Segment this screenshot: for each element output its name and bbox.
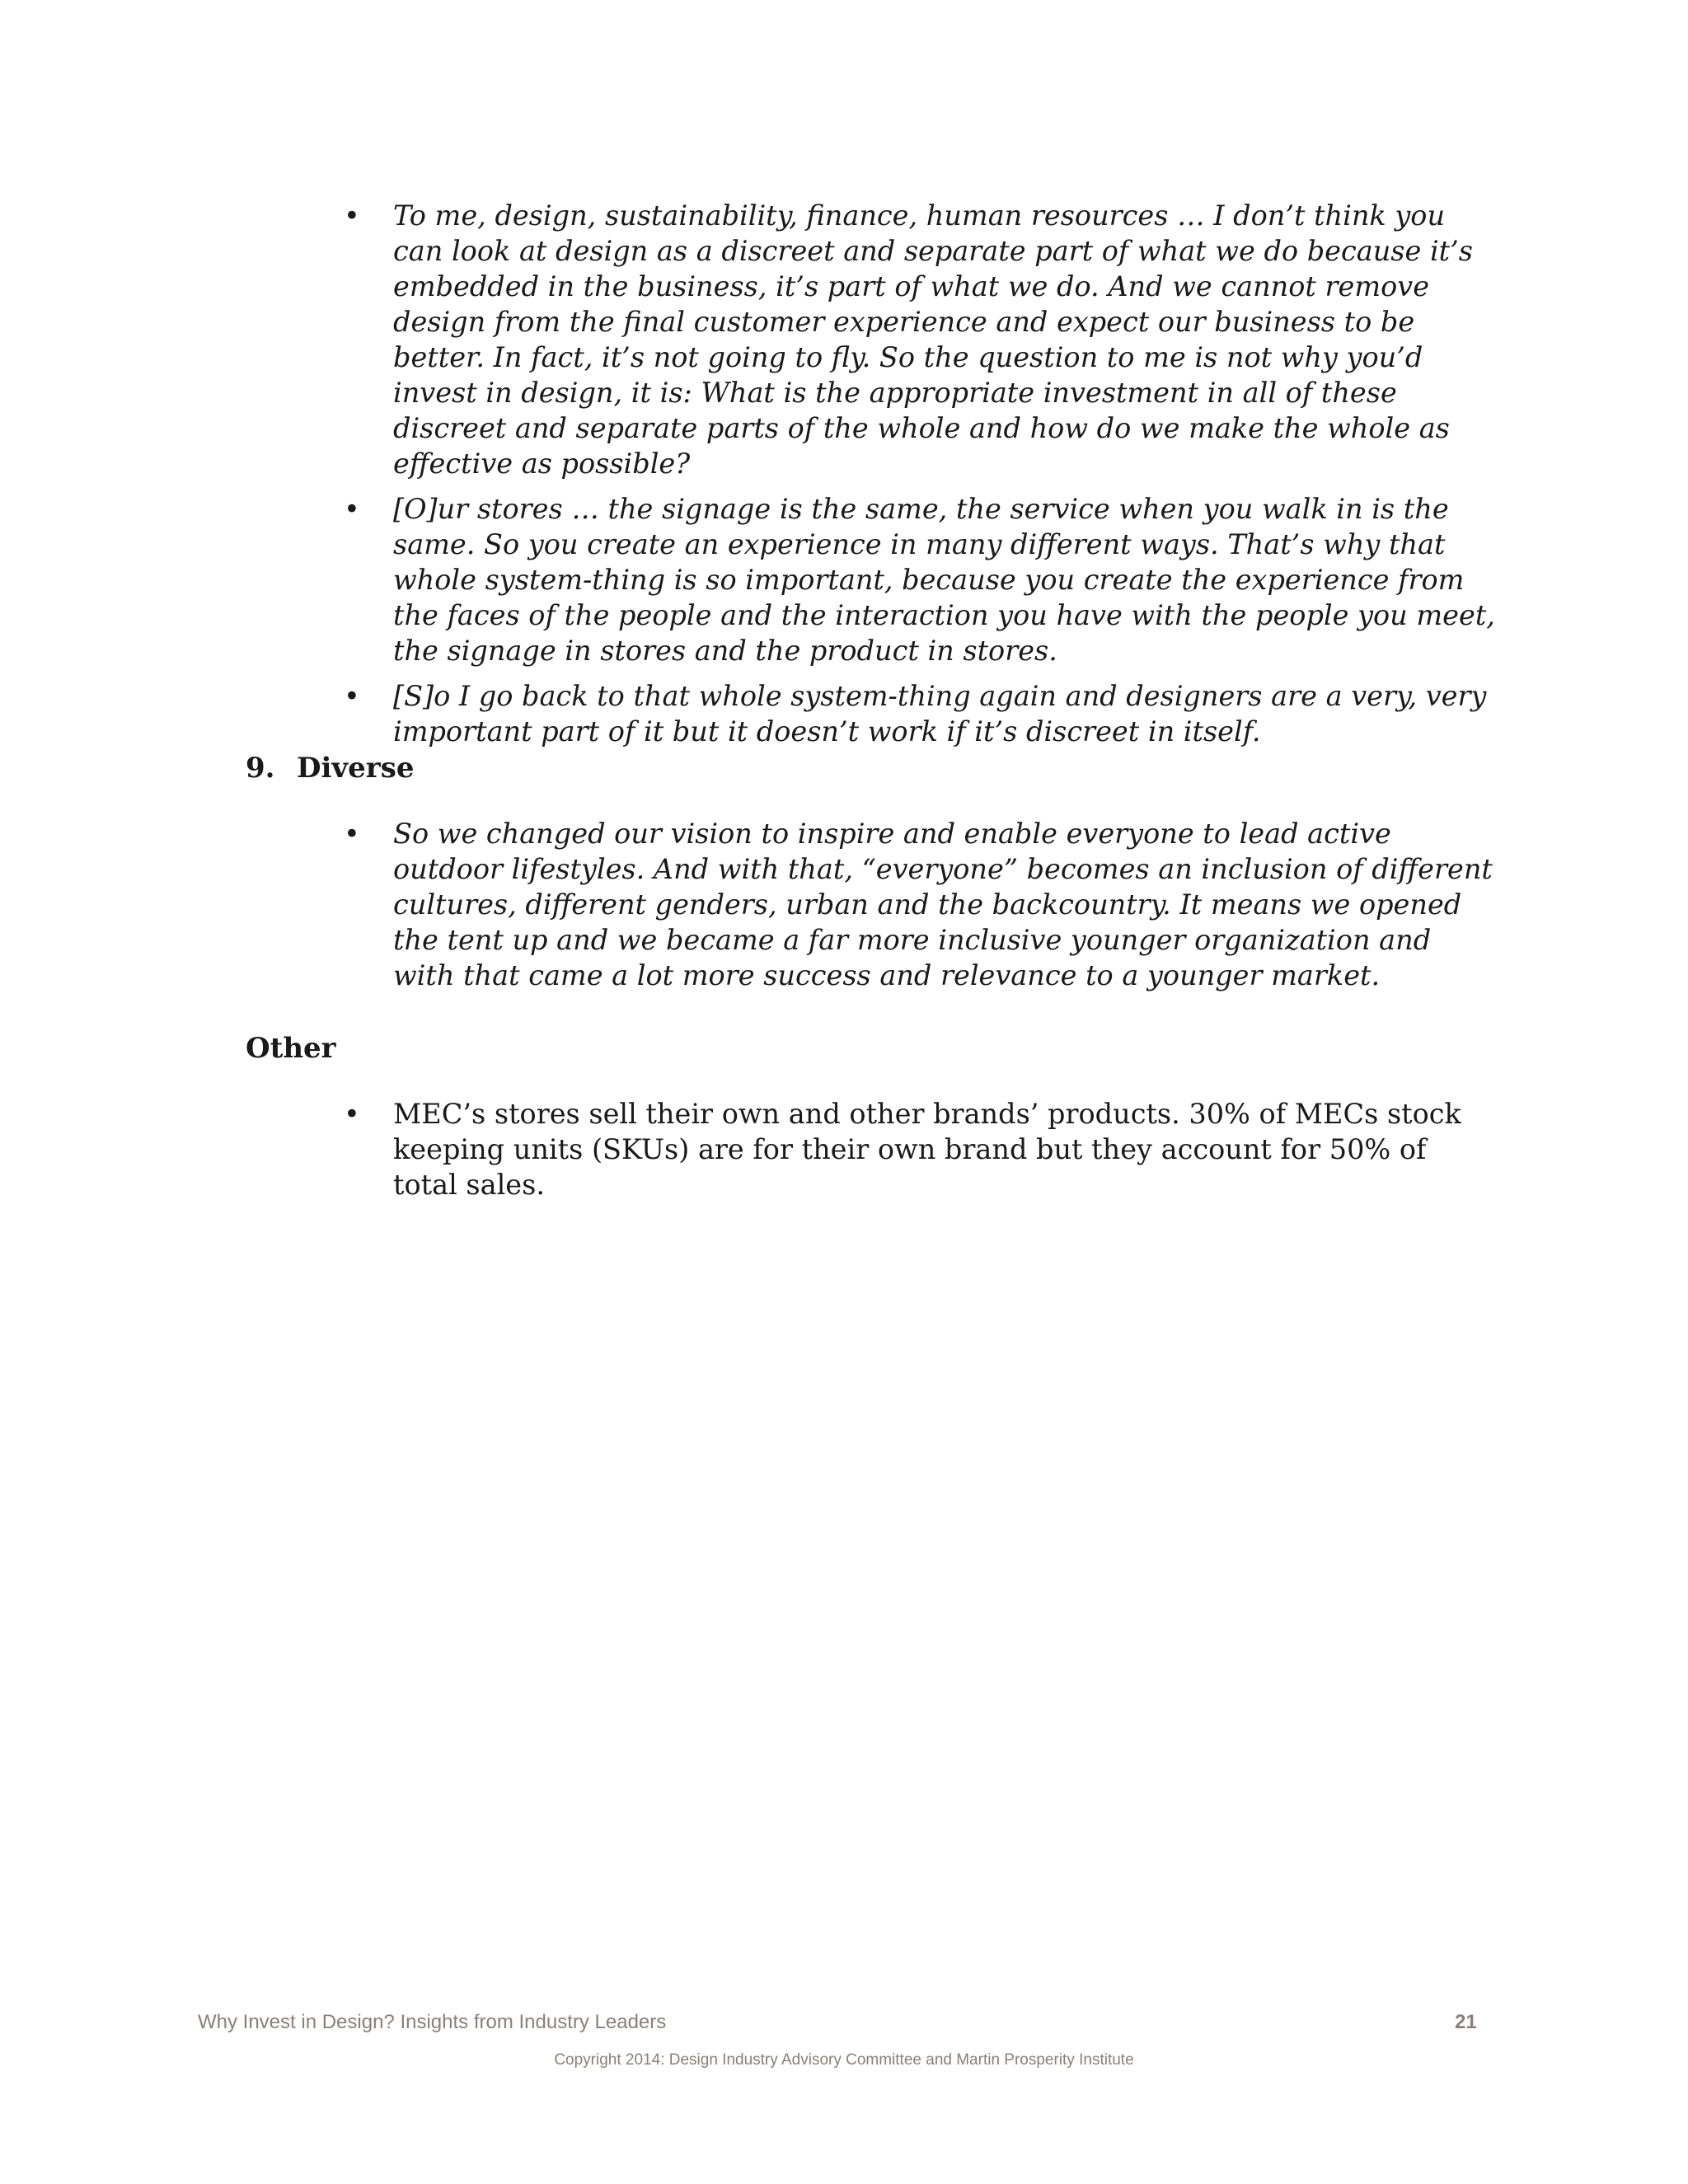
other-list: [342, 1096, 1496, 1212]
section-title: Diverse: [297, 752, 415, 785]
bullet-icon: •: [344, 680, 360, 712]
section-title: Other: [246, 1032, 336, 1065]
footer-document-title: Why Invest in Design? Insights from Industry Leaders: [198, 2011, 667, 2033]
list-item: [342, 1096, 1496, 1202]
list-item: [342, 198, 1496, 481]
quote-text: To me, design, sustainability, finance, human resources … I don’t think you can look at design as a discreet and separate part of what we do because it’s embedded in the business, it’s part of what we do. And we cannot remove design from the final customer experience and expect our business to be better. In fact, it’s not going to fly. So the question to me is not why you’d invest in design, it is: What is the appropriate investment in all of these discreet and separate parts of the whole and how do we make the whole as effective as possible?: [393, 199, 1473, 480]
bullet-icon: •: [344, 199, 360, 232]
footer-copyright: Copyright 2014: Design Industry Advisory Committee and Martin Prosperity Institute: [554, 2051, 1134, 2069]
diverse-list: [342, 816, 1496, 1003]
quote-text: [S]o I go back to that whole system-thing again and designers are a very, very important part of it but it doesn’t work if it’s discreet in itself.: [393, 680, 1487, 748]
section-heading-other: [246, 1030, 336, 1066]
bullet-icon: •: [344, 1098, 360, 1130]
body-text: MEC’s stores sell their own and other brands’ products. 30% of MECs stock keeping units (SKUs) are for their own brand but they account for 50% of total sales.: [393, 1098, 1461, 1201]
quote-text: So we changed our vision to inspire and enable everyone to lead active outdoor lifestyles. And with that, “everyone” becomes an inclusion of different cultures, different genders, urban and the backcountry. It means we opened the tent up and we became a far more inclusive younger organization and with that came a lot more success and relevance to a younger market.: [393, 818, 1493, 991]
page-number: 21: [1455, 2011, 1477, 2033]
list-item: [342, 491, 1496, 668]
list-item: [342, 678, 1496, 749]
quote-text: [O]ur stores … the signage is the same, the service when you walk in is the same. So you create an experience in many different ways. That’s why that whole system-thing is so important, because you create the experience from the faces of the people and the interaction you have with the people you meet, the signage in stores and the product in stores.: [393, 493, 1495, 667]
section-heading-diverse: [246, 750, 414, 786]
quotes-list: [342, 198, 1496, 759]
bullet-icon: •: [344, 493, 360, 525]
section-number: 9.: [246, 752, 275, 785]
bullet-icon: •: [344, 818, 360, 850]
list-item: [342, 816, 1496, 993]
